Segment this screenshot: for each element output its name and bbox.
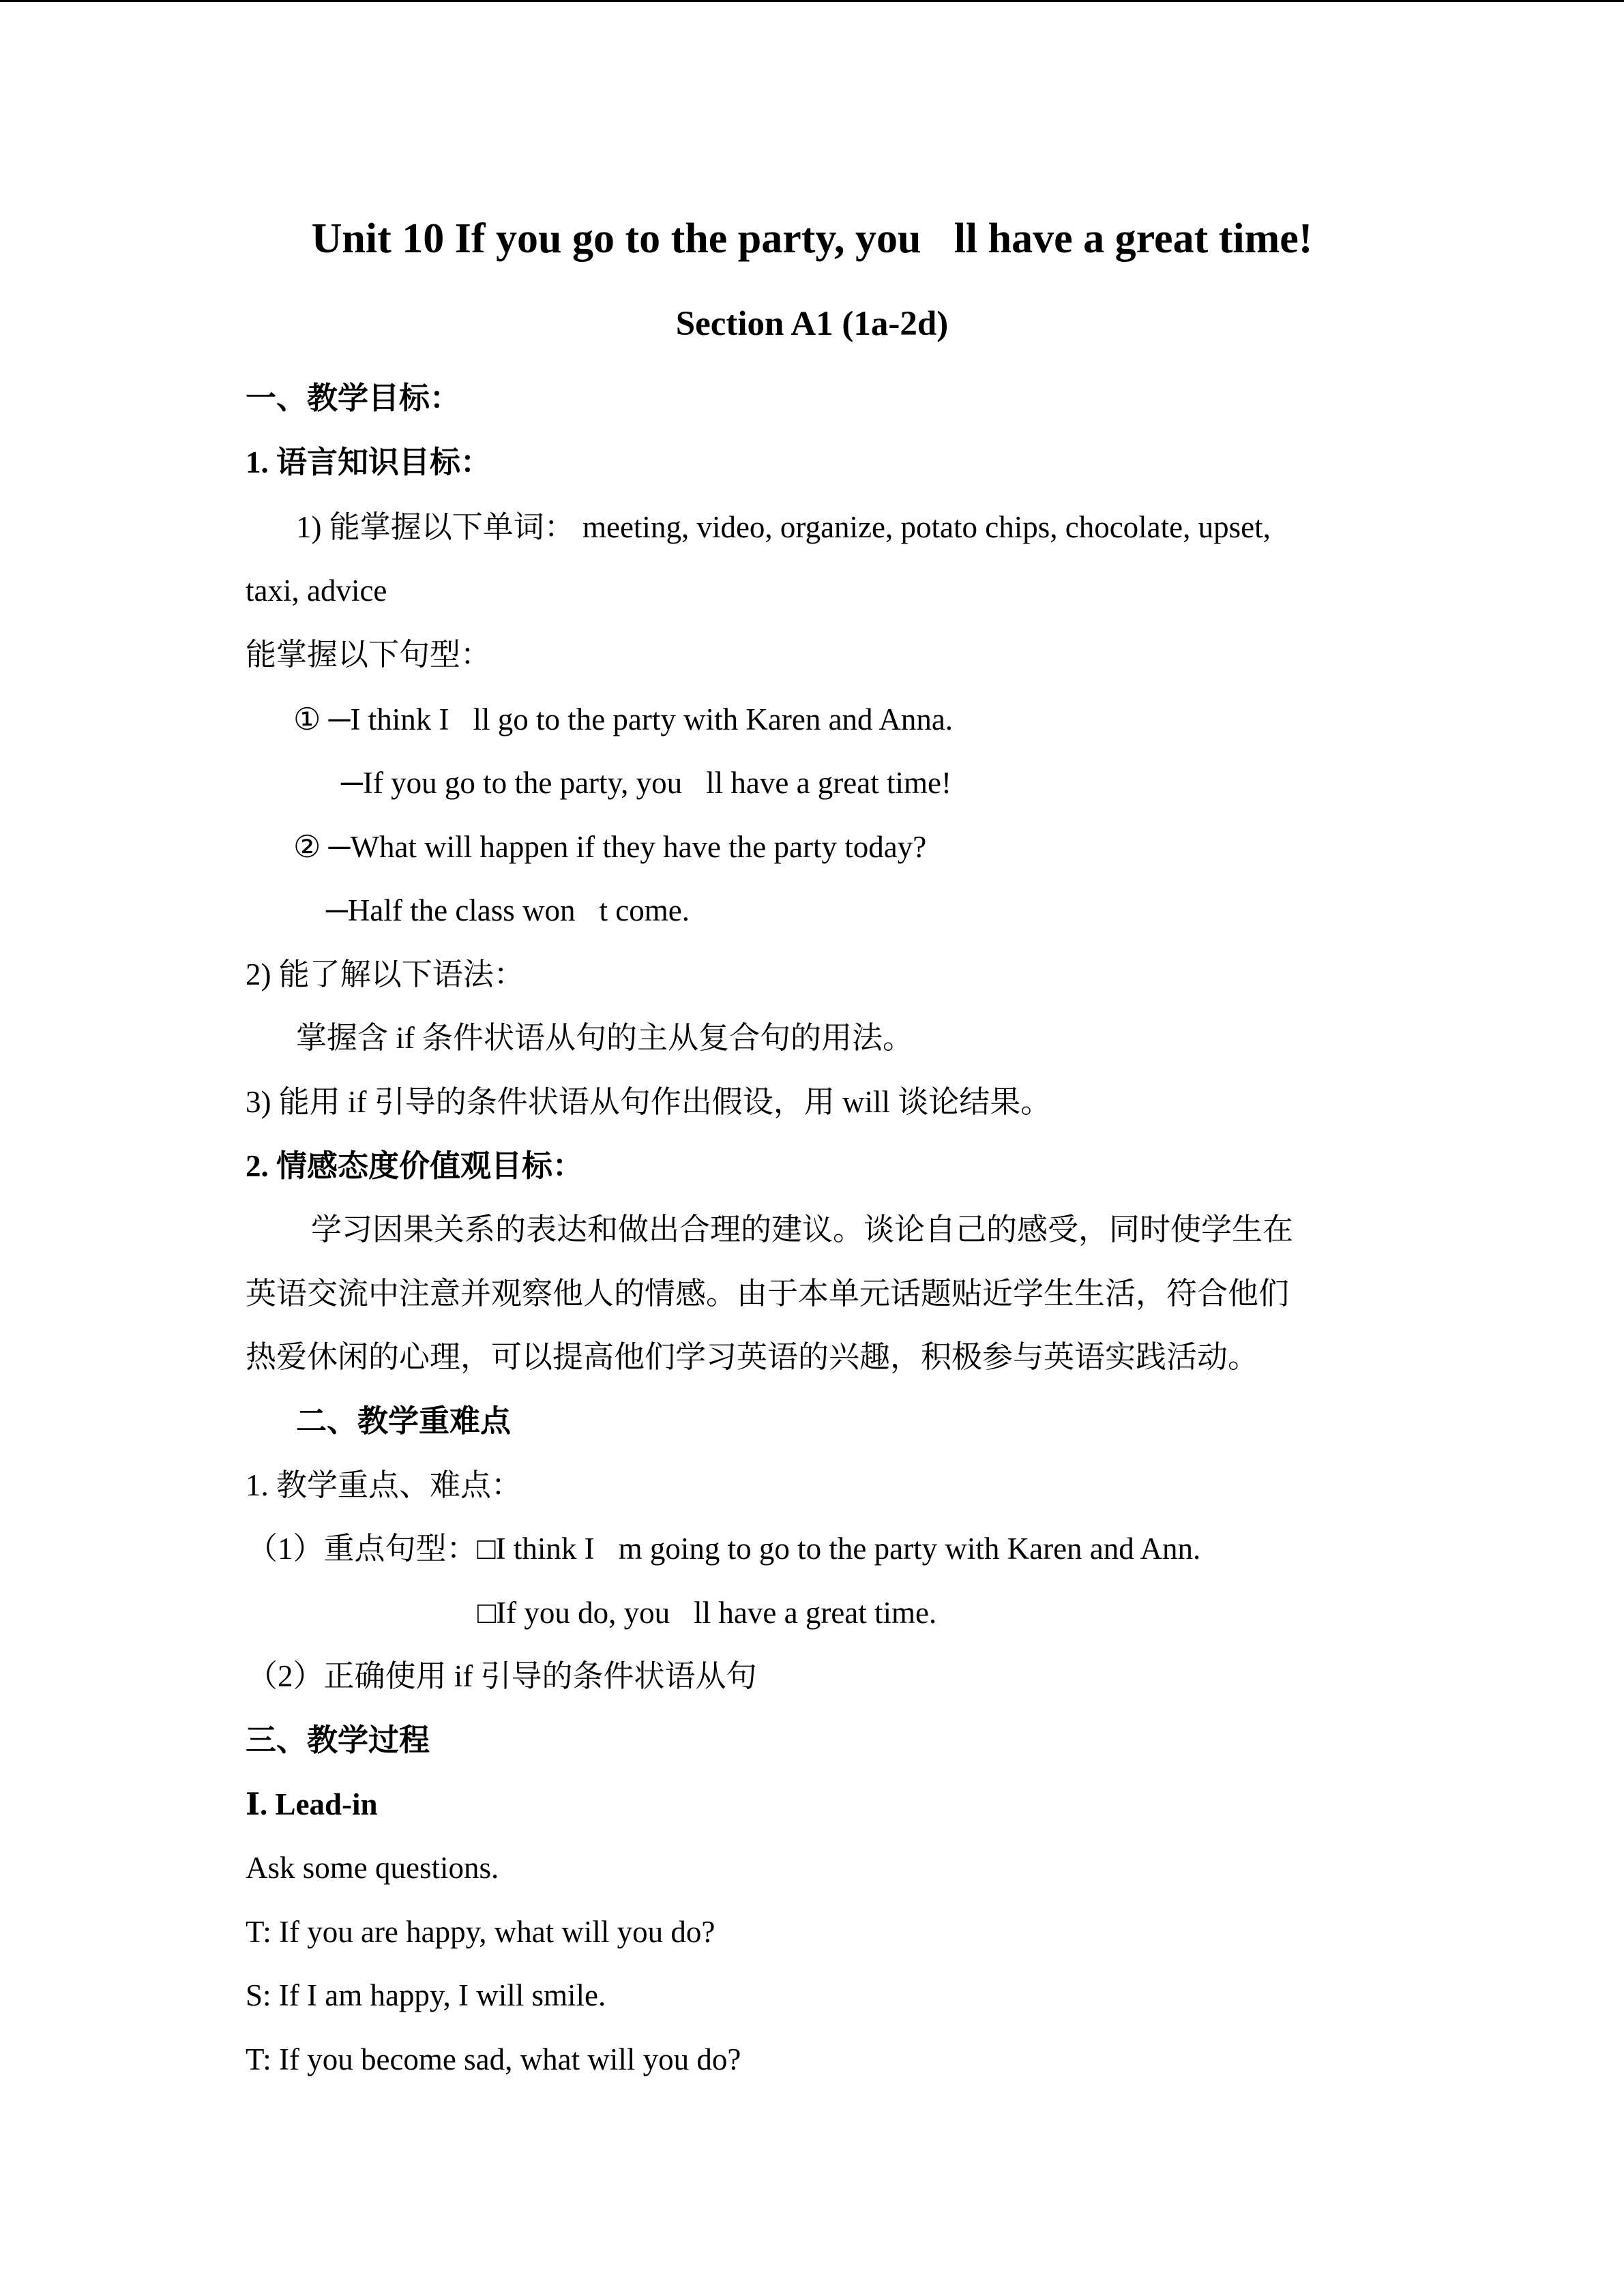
grammar-point: 掌握含 if 条件状语从句的主从复合句的用法。 [296, 1021, 913, 1055]
document-title: Unit 10 If you go to the party, you ll have a great time! [311, 215, 1313, 262]
key-pattern-1: （1）重点句型：□I think I m going to go to the party with Karen and Ann. [247, 1532, 1201, 1566]
if-clause-goal: 3) 能用 if 引导的条件状语从句作出假设，用 will 谈论结果。 [246, 1085, 1052, 1119]
vocab-line: 1) 能掌握以下单词： meeting, video, organize, potato chips, chocolate, upset, [296, 510, 1271, 544]
sentence-patterns-label: 能掌握以下句型： [246, 638, 492, 672]
dialogue-line-2: S: If I am happy, I will smile. [246, 1978, 606, 2012]
page-top-rule [0, 0, 1624, 2]
heading-emotion-goals: 2. 情感态度价值观目标： [246, 1149, 584, 1183]
heading-lead-in: Ⅰ. Lead-in [246, 1787, 378, 1821]
lead-in-instruction: Ask some questions. [246, 1851, 499, 1885]
heading-teaching-process: 三、教学过程 [246, 1723, 430, 1757]
emotion-paragraph-line-3: 热爱休闲的心理，可以提高他们学习英语的兴趣，积极参与英语实践活动。 [246, 1340, 1259, 1374]
key-points-label: 1. 教学重点、难点： [246, 1468, 522, 1502]
vocab-line-continued: taxi, advice [246, 573, 387, 608]
dialogue-line-1: T: If you are happy, what will you do? [246, 1915, 715, 1949]
key-point-2: （2）正确使用 if 引导的条件状语从句 [247, 1659, 757, 1693]
dialogue-line-3: T: If you become sad, what will you do? [246, 2042, 741, 2076]
grammar-label: 2) 能了解以下语法： [246, 957, 525, 992]
pattern-2-answer: ─Half the class won t come. [326, 893, 690, 927]
section-subtitle: Section A1 (1a-2d) [675, 305, 949, 343]
emotion-paragraph-line-2: 英语交流中注意并观察他人的情感。由于本单元话题贴近学生生活，符合他们 [246, 1277, 1290, 1311]
key-pattern-2: □If you do, you ll have a great time. [477, 1596, 937, 1630]
heading-teaching-goals: 一、教学目标： [246, 381, 461, 415]
emotion-paragraph-line-1: 学习因果关系的表达和做出合理的建议。谈论自己的感受，同时使学生在 [311, 1212, 1294, 1247]
heading-language-knowledge: 1. 语言知识目标： [246, 445, 492, 479]
pattern-1-answer: ─If you go to the party, you ll have a great time! [341, 766, 951, 800]
pattern-2-question: ② ─What will happen if they have the party today? [293, 830, 927, 864]
heading-key-difficult-points: 二、教学重难点 [296, 1404, 512, 1438]
pattern-1-question: ① ─I think I ll go to the party with Karen and Anna. [293, 702, 954, 736]
